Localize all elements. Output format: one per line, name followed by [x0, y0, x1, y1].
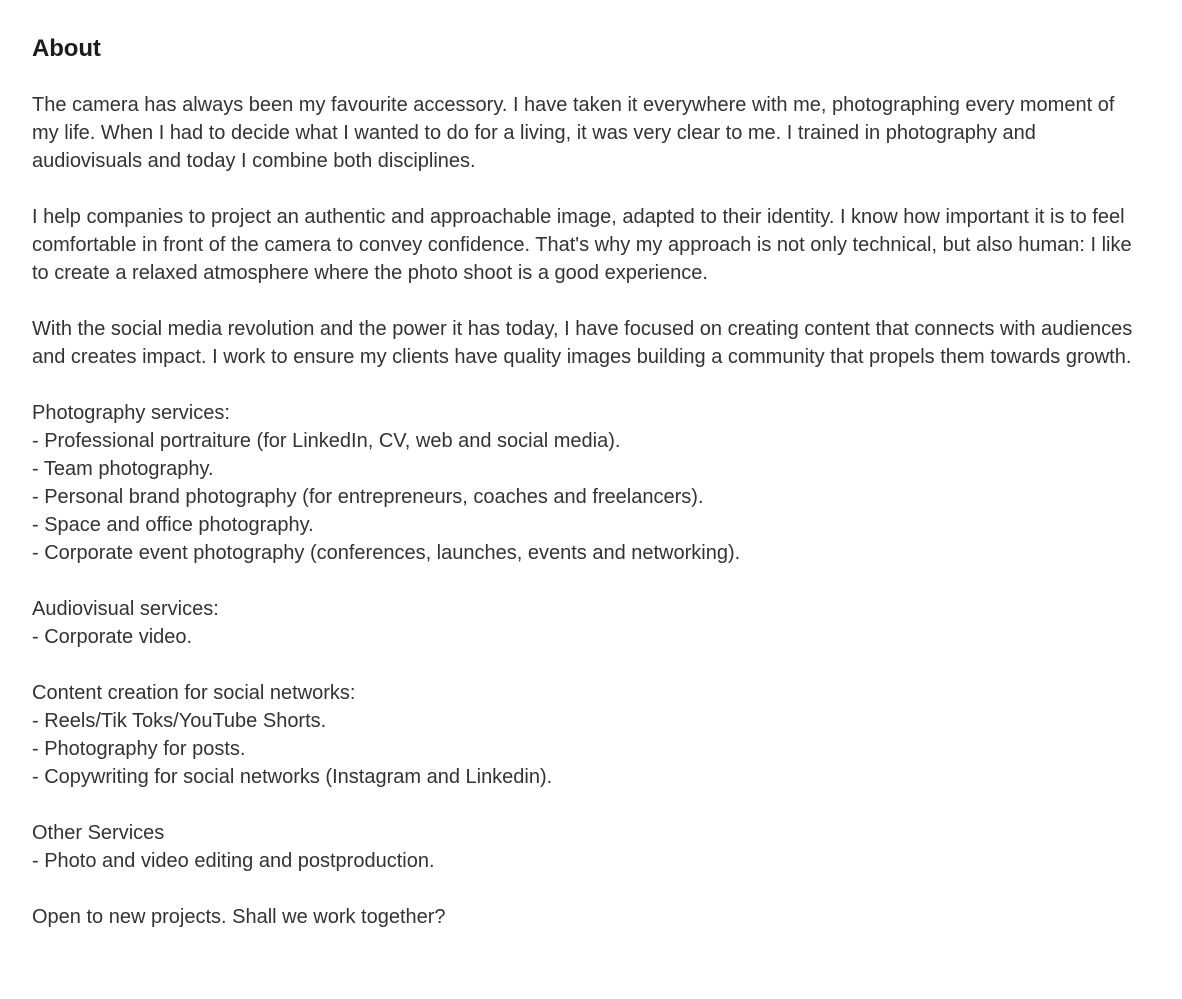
- service-item: - Corporate event photography (conferences, launches, events and networking).: [32, 542, 741, 564]
- service-section-heading: Content creation for social networks:: [32, 682, 356, 704]
- service-section-audiovisual: [32, 595, 1139, 651]
- service-section-photography: [32, 399, 1139, 567]
- service-item: - Team photography.: [32, 458, 214, 480]
- about-paragraph-social-media: With the social media revolution and the power it has today, I have focused on creating content that connects with audiences and creates impact. I work to ensure my clients have quality images building a community that propels them towards growth.: [32, 318, 1133, 368]
- service-item: - Photo and video editing and postproduction.: [32, 850, 435, 872]
- service-section-content-creation: [32, 679, 1139, 791]
- service-item: - Professional portraiture (for LinkedIn, CV, web and social media).: [32, 430, 621, 452]
- service-item: - Copywriting for social networks (Instagram and Linkedin).: [32, 766, 553, 788]
- service-item: - Photography for posts.: [32, 738, 246, 760]
- service-section-heading: Photography services:: [32, 402, 230, 424]
- service-item: - Space and office photography.: [32, 514, 314, 536]
- service-item: - Personal brand photography (for entrepreneurs, coaches and freelancers).: [32, 486, 704, 508]
- service-item: - Corporate video.: [32, 626, 193, 648]
- service-section-heading: Other Services: [32, 822, 165, 844]
- service-section-heading: Audiovisual services:: [32, 598, 219, 620]
- service-item: - Reels/Tik Toks/YouTube Shorts.: [32, 710, 327, 732]
- service-section-other: [32, 819, 1139, 875]
- about-paragraph-intro: The camera has always been my favourite accessory. I have taken it everywhere with me, photographing every moment of my life. When I had to decide what I wanted to do for a living, it was very clear to me. I trained in photography and audiovisuals and today I combine both disciplines.: [32, 94, 1115, 172]
- about-paragraph-approach: I help companies to project an authentic and approachable image, adapted to their identity. I know how important it is to feel comfortable in front of the camera to convey confidence. That's why my approach is not only technical, but also human: I like to create a relaxed atmosphere where the photo shoot is a good experience.: [32, 206, 1132, 284]
- closing-line: Open to new projects. Shall we work together?: [32, 906, 446, 928]
- section-title: About: [32, 35, 101, 62]
